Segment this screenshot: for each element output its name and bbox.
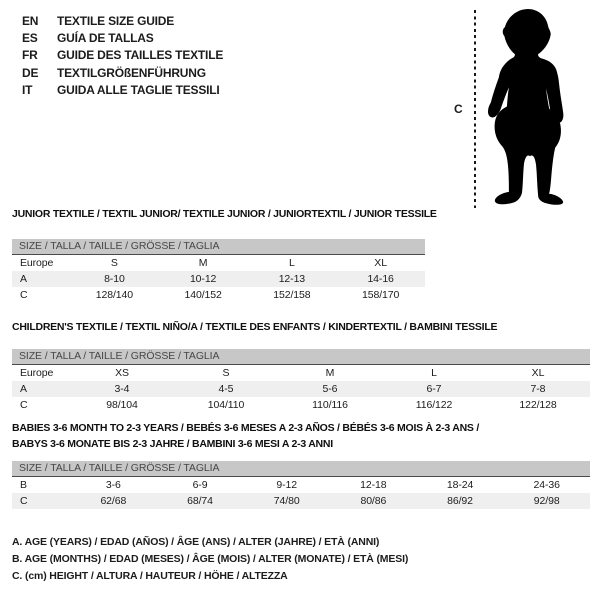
cell: 14-16 <box>367 273 394 285</box>
row-label: C <box>20 289 28 301</box>
cell: 116/122 <box>415 399 453 411</box>
cell: 12-18 <box>360 479 387 491</box>
row-label: Europe <box>20 257 54 269</box>
cell: 12-13 <box>278 273 306 285</box>
junior-table-title: JUNIOR TEXTILE / TEXTIL JUNIOR/ TEXTILE JUNIOR / JUNIORTEXTIL / JUNIOR TESSILE <box>12 208 437 220</box>
height-measure-dotted-line <box>474 10 476 208</box>
table-row <box>12 365 590 381</box>
cell: 18-24 <box>446 479 474 491</box>
cell: 4-5 <box>218 383 234 395</box>
note-height-cm: C. (cm) HEIGHT / ALTURA / HAUTEUR / HÖHE / ALTEZZA <box>12 570 288 583</box>
lang-row-de <box>22 65 223 82</box>
children-table-title: CHILDREN'S TEXTILE / TEXTIL NIÑO/A / TEXTILE DES ENFANTS / KINDERTEXTIL / BAMBINI TESSILE <box>12 321 498 333</box>
cell: 92/98 <box>533 495 560 507</box>
table-row <box>12 271 425 287</box>
cell: 5-6 <box>322 383 338 395</box>
cell: L <box>431 367 437 379</box>
babies-table-title-line1: BABIES 3-6 MONTH TO 2-3 YEARS / BEBÉS 3-6 MESES A 2-3 AÑOS / BÉBÉS 3-6 MOIS À 2-3 ANS / <box>12 422 480 434</box>
junior-table <box>12 239 425 303</box>
size-header-bar: SIZE / TALLA / TAILLE / GRÖSSE / TAGLIA <box>12 349 590 365</box>
table-row <box>12 397 590 413</box>
babies-table <box>12 461 590 509</box>
row-label: A <box>20 273 27 285</box>
lang-row-fr <box>22 47 223 64</box>
note-age-years: A. AGE (YEARS) / EDAD (AÑOS) / ÂGE (ANS) / ALTER (JAHRE) / ETÀ (ANNI) <box>12 536 380 548</box>
cell: XS <box>115 367 129 379</box>
lang-code: EN <box>22 14 39 28</box>
table-row <box>12 255 425 271</box>
cell: 128/140 <box>95 289 133 301</box>
cell: 152/158 <box>273 289 311 301</box>
children-table <box>12 349 590 413</box>
cell: 158/170 <box>361 289 400 301</box>
row-label: A <box>20 383 27 395</box>
legend-notes <box>12 534 408 586</box>
cell: 6-7 <box>426 383 442 395</box>
cell: XL <box>531 367 545 379</box>
lang-title: TEXTILE SIZE GUIDE <box>57 14 175 28</box>
cell: 86/92 <box>447 495 473 507</box>
language-title-list <box>22 13 223 99</box>
lang-row-en <box>22 13 223 30</box>
note-age-months: B. AGE (MONTHS) / EDAD (MESES) / ÂGE (MOIS) / ALTER (MONATE) / ETÀ (MESI) <box>12 553 409 566</box>
cell: 74/80 <box>273 495 300 507</box>
lang-code: IT <box>22 82 33 97</box>
size-header-bar: SIZE / TALLA / TAILLE / GRÖSSE / TAGLIA <box>12 239 425 255</box>
lang-title: TEXTILGRÖßENFÜHRUNG <box>57 65 206 80</box>
cell: M <box>198 257 208 269</box>
lang-title: GUIDA ALLE TAGLIE TESSILI <box>57 82 220 97</box>
lang-code: ES <box>22 31 38 46</box>
height-label-c: C <box>454 102 463 116</box>
cell: 9-12 <box>276 479 297 491</box>
cell: 6-9 <box>192 479 208 491</box>
table-row <box>12 477 590 493</box>
table-row <box>12 493 590 509</box>
cell: 104/110 <box>207 399 245 411</box>
cell: 10-12 <box>189 273 217 285</box>
cell: 3-6 <box>105 479 121 491</box>
cell: 80/86 <box>360 495 387 507</box>
lang-row-it <box>22 82 223 99</box>
lang-title: GUÍA DE TALLAS <box>57 31 154 46</box>
row-label: C <box>20 399 28 411</box>
cell: 24-36 <box>533 479 560 491</box>
cell: S <box>110 257 118 269</box>
cell: 8-10 <box>104 273 125 285</box>
cell: 122/128 <box>519 399 557 411</box>
row-label: Europe <box>20 367 54 379</box>
cell: 140/152 <box>184 289 222 301</box>
row-label: B <box>20 479 27 491</box>
cell: S <box>222 367 230 379</box>
size-header-bar: SIZE / TALLA / TAILLE / GRÖSSE / TAGLIA <box>12 461 590 477</box>
cell: 110/116 <box>312 399 348 411</box>
cell: 3-4 <box>114 383 130 395</box>
babies-table-title-line2: BABYS 3-6 MONATE BIS 2-3 JAHRE / BAMBINI 3-6 MESI A 2-3 ANNI <box>12 438 333 450</box>
cell: L <box>289 257 295 269</box>
table-row <box>12 381 590 397</box>
lang-code: FR <box>22 48 38 63</box>
cell: 7-8 <box>530 383 546 395</box>
cell: XL <box>374 257 387 269</box>
lang-row-es <box>22 30 223 47</box>
cell: 98/104 <box>106 399 138 411</box>
cell: 62/68 <box>100 495 127 507</box>
row-label: C <box>20 495 28 507</box>
table-row <box>12 287 425 303</box>
cell: 68/74 <box>187 495 213 507</box>
baby-silhouette-icon <box>481 6 573 207</box>
cell: M <box>325 367 335 379</box>
lang-title: GUIDE DES TAILLES TEXTILE <box>57 48 224 63</box>
lang-code: DE <box>22 65 39 80</box>
